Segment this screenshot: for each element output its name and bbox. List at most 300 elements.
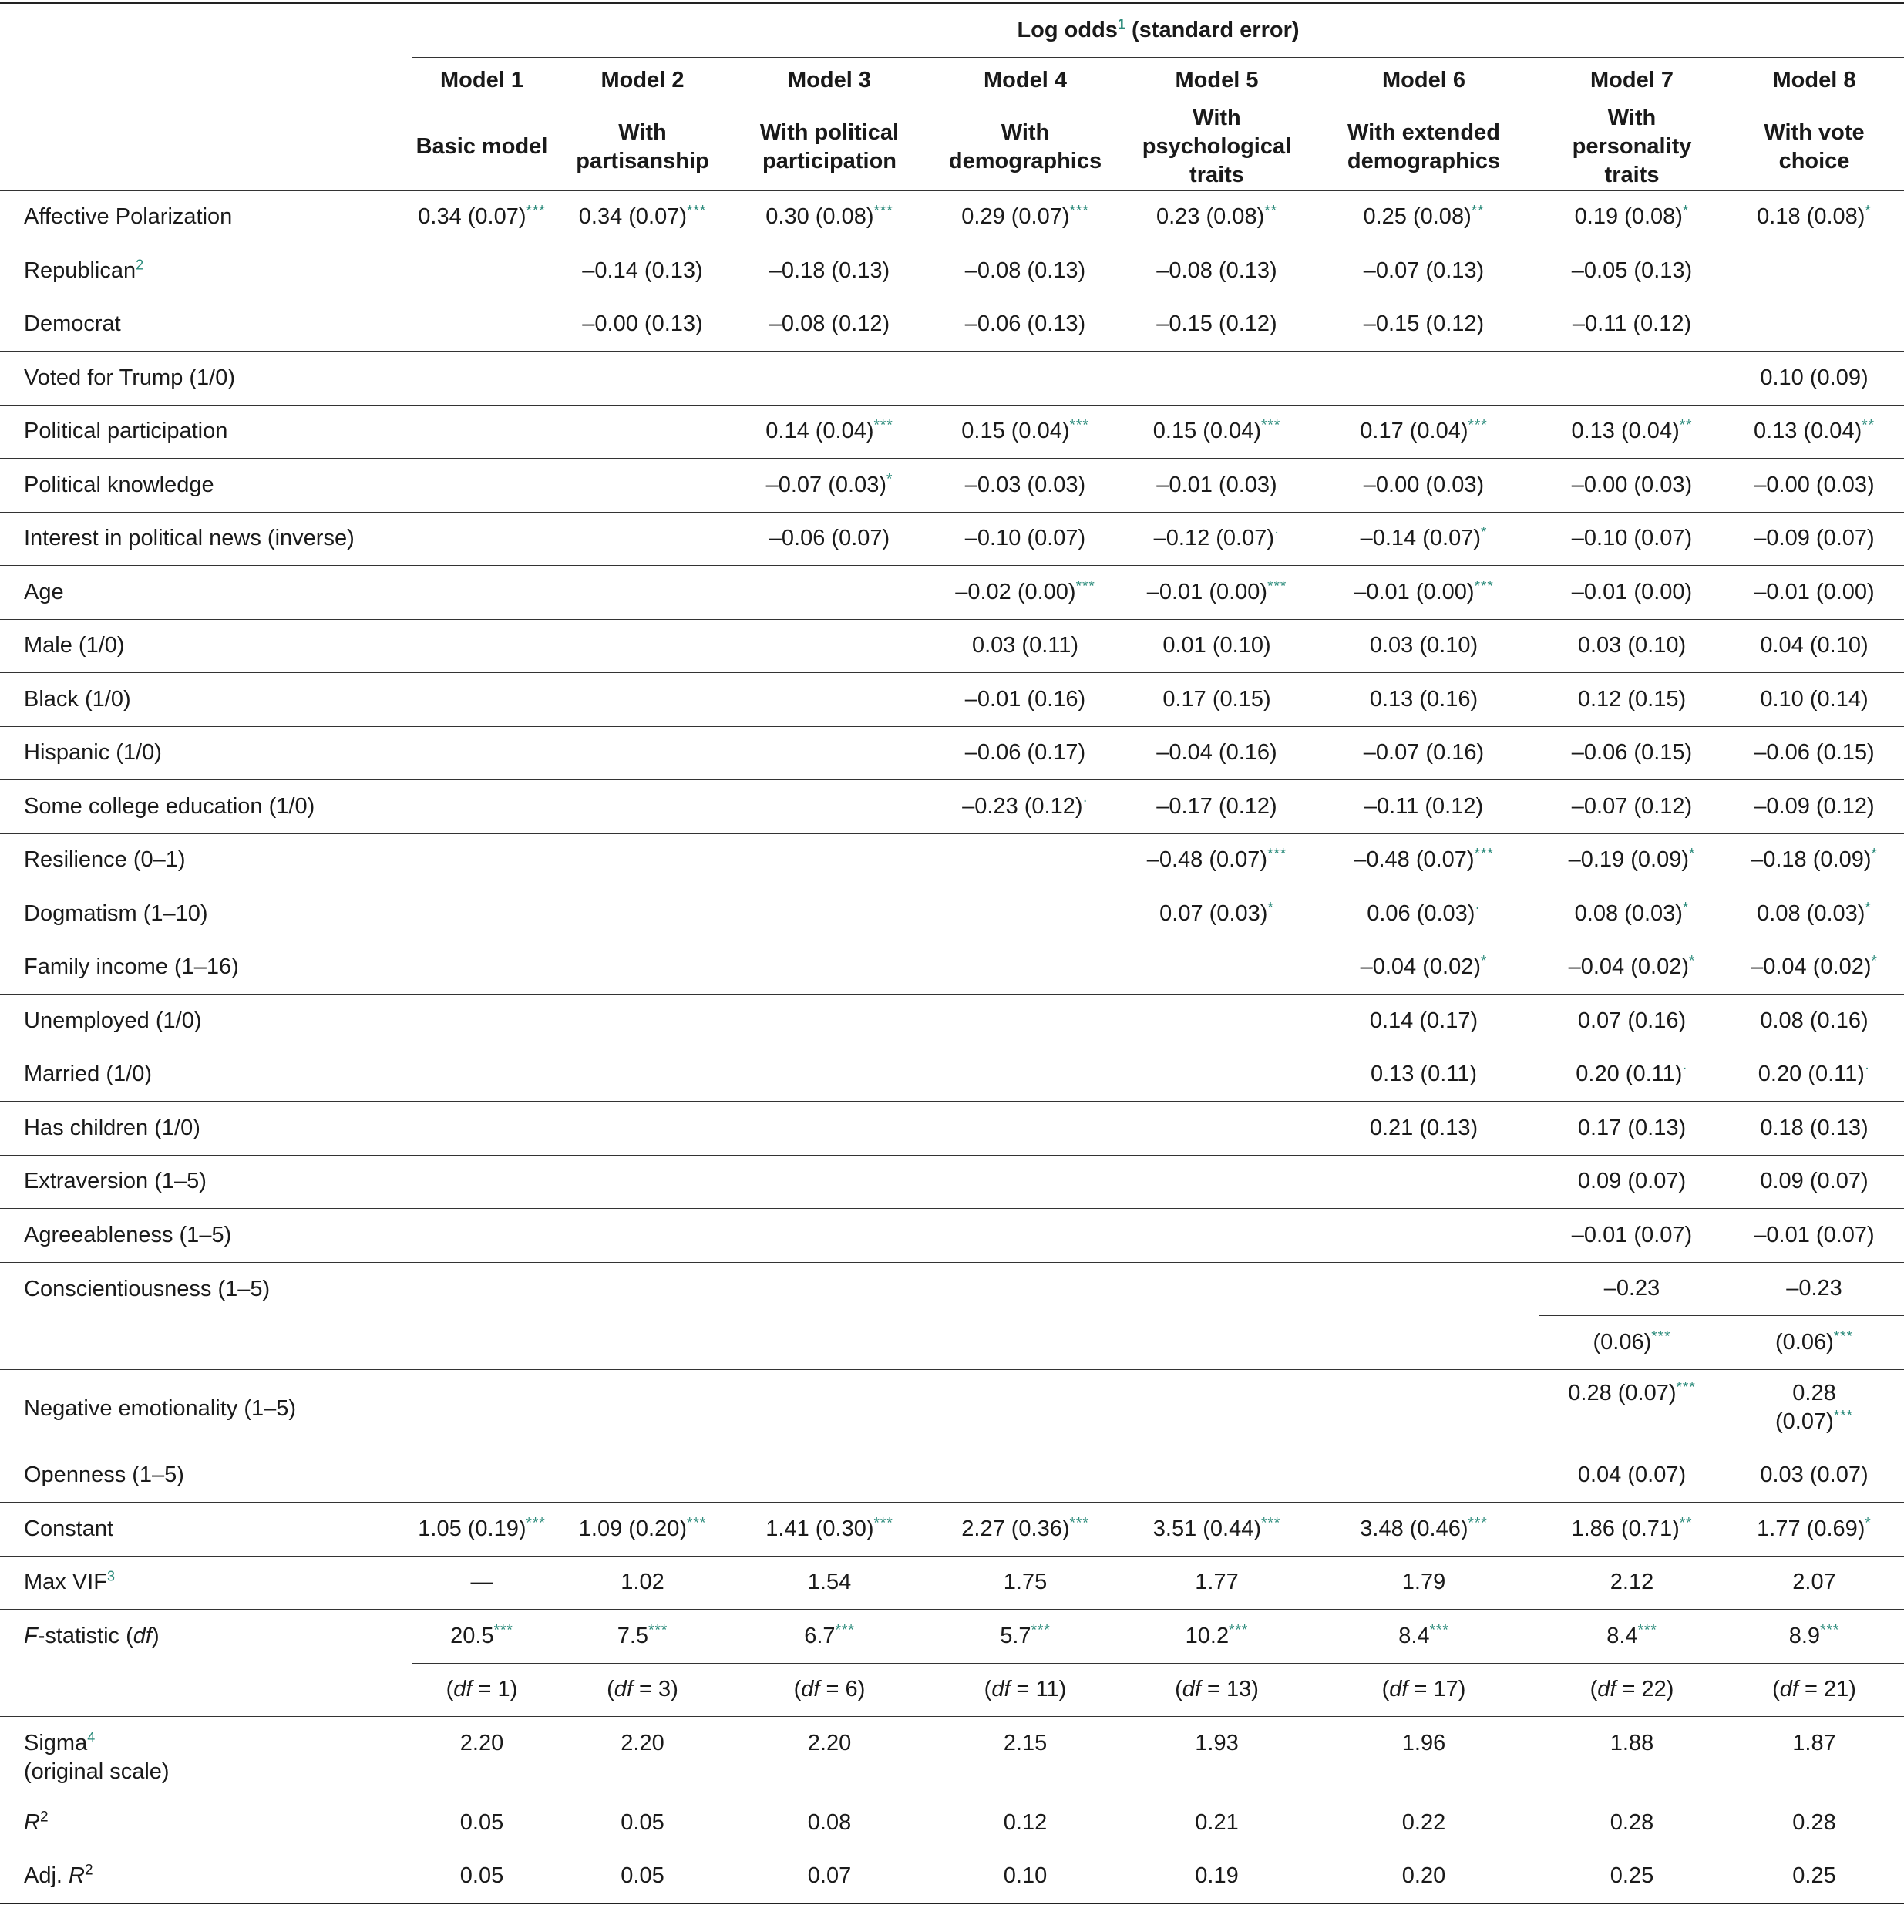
- significance-stars: ***: [835, 1622, 855, 1639]
- coefficient: 0.14 (0.04): [765, 419, 874, 444]
- description-line: With: [1001, 119, 1050, 145]
- model-header-4: Model 4: [984, 68, 1067, 93]
- cell-model-3: [734, 833, 925, 887]
- label-text: Constant: [24, 1516, 114, 1541]
- cell-model-5: [1125, 1369, 1308, 1449]
- title-text: Log odds: [1017, 17, 1118, 42]
- vif-value: 2.12: [1610, 1570, 1654, 1595]
- f-value: 20.5: [450, 1623, 494, 1648]
- coefficient: –0.06 (0.13): [964, 311, 1086, 337]
- significance-stars: *: [886, 471, 893, 488]
- r2-value: 0.05: [459, 1809, 504, 1835]
- row-label: [0, 619, 412, 673]
- df-italic: df: [1182, 1677, 1201, 1702]
- coefficient: –0.14 (0.07): [1360, 526, 1481, 551]
- significance-stars: *: [1480, 953, 1488, 970]
- label-text: Openness (1–5): [24, 1462, 184, 1488]
- coefficient: –0.04 (0.02): [1568, 954, 1689, 980]
- coefficient: –0.00 (0.13): [582, 311, 703, 337]
- table-row-negative-emotionality: [0, 1369, 1904, 1449]
- cell-model-6: [1308, 1316, 1539, 1370]
- df-value: 13: [1226, 1677, 1252, 1702]
- df-paren: (: [446, 1677, 454, 1702]
- cell-model-5: [1125, 512, 1308, 566]
- cell-model-8: [1724, 352, 1904, 406]
- label-text: Has children (1/0): [24, 1115, 200, 1140]
- cell-model-6: [1308, 995, 1539, 1048]
- cell-model-7: [1539, 1262, 1724, 1316]
- cell-model-2: [551, 780, 734, 834]
- description-line: demographics: [1347, 148, 1501, 173]
- cell-model-4: [925, 1369, 1125, 1449]
- r2-value: 0.12: [1003, 1809, 1048, 1835]
- coefficient: –0.04 (0.02): [1751, 954, 1872, 980]
- coefficient: 0.01 (0.10): [1162, 633, 1271, 658]
- significance-stars: ***: [1651, 1328, 1671, 1345]
- significance-stars: ***: [1676, 1378, 1696, 1395]
- cell-model-6: [1308, 1102, 1539, 1156]
- coefficient: –0.03 (0.03): [964, 472, 1086, 497]
- standard-error: (0.06): [1775, 1329, 1834, 1355]
- model-header-row: [0, 57, 1904, 104]
- coefficient: –0.06 (0.15): [1571, 740, 1693, 766]
- cell-model-3: [734, 1316, 925, 1370]
- cell-model-2: [551, 566, 734, 620]
- cell-model-7: [1539, 1102, 1724, 1156]
- df-italic: df: [1779, 1677, 1798, 1702]
- cell-model-8: [1724, 1155, 1904, 1209]
- coefficient: 0.13 (0.16): [1369, 686, 1478, 712]
- cell-model-2: [551, 1663, 734, 1717]
- cell-model-3: [734, 1717, 925, 1796]
- table-row-11: [0, 780, 1904, 834]
- cell-model-4: [925, 1449, 1125, 1503]
- coefficient: –0.23 (0.12): [962, 793, 1083, 819]
- table-row-12: [0, 833, 1904, 887]
- cell-model-7: [1539, 673, 1724, 727]
- cell-model-7: [1539, 1717, 1724, 1796]
- significance-stars: ***: [873, 417, 893, 434]
- cell-model-2: [551, 995, 734, 1048]
- df-italic: df: [614, 1677, 633, 1702]
- cell-model-8: [1724, 459, 1904, 513]
- coefficient: 0.03 (0.07): [1760, 1462, 1869, 1488]
- cell-model-4: [925, 1155, 1125, 1209]
- coefficient: –0.01 (0.00): [1146, 579, 1268, 604]
- cell-model-3: [734, 1369, 925, 1449]
- cell-model-2: [551, 1369, 734, 1449]
- table-row-conscientiousness-se: [0, 1316, 1904, 1370]
- cell-model-2: [551, 1503, 734, 1557]
- coefficient: –0.01 (0.00): [1571, 579, 1693, 604]
- adj-r2-value: 0.20: [1401, 1863, 1446, 1888]
- vif-value: 1.02: [621, 1570, 664, 1595]
- vif-value: 1.54: [807, 1570, 852, 1595]
- cell-model-6: [1308, 941, 1539, 995]
- table-row-16: [0, 1048, 1904, 1102]
- cell-model-8: [1724, 1316, 1904, 1370]
- label-italic: df: [133, 1624, 152, 1648]
- coefficient: –0.01 (0.00): [1354, 579, 1475, 604]
- df-paren: ): [857, 1677, 866, 1702]
- cell-model-3: [734, 1155, 925, 1209]
- cell-model-8: [1724, 190, 1904, 244]
- significance-stars: ***: [1229, 1622, 1249, 1639]
- table-row-1: [0, 244, 1904, 298]
- cell-model-6: [1308, 1663, 1539, 1717]
- cell-model-5: [1125, 1449, 1308, 1503]
- label-text: Adj.: [24, 1863, 69, 1888]
- cell-model-4: [925, 1610, 1125, 1664]
- cell-model-5: [1125, 726, 1308, 780]
- cell-model-3: [734, 1503, 925, 1557]
- cell-model-3: [734, 1556, 925, 1610]
- df-italic: df: [991, 1677, 1011, 1702]
- f-value: 5.7: [1000, 1623, 1031, 1648]
- coefficient: 0.10 (0.14): [1760, 686, 1869, 712]
- significance-stars: *: [1871, 846, 1878, 863]
- cell-model-1: [412, 352, 551, 406]
- model-header-7: Model 7: [1590, 68, 1674, 93]
- cell-model-8: [1724, 780, 1904, 834]
- cell-model-2: [551, 190, 734, 244]
- cell-model-1: [412, 190, 551, 244]
- cell-model-6: [1308, 298, 1539, 352]
- cell-model-3: [734, 887, 925, 941]
- description-line: partisanship: [576, 148, 709, 173]
- cell-model-7: [1539, 459, 1724, 513]
- coefficient: 1.77 (0.69): [1757, 1516, 1865, 1541]
- table-row-r-squared: [0, 1796, 1904, 1850]
- cell-model-4: [925, 190, 1125, 244]
- coefficient: –0.00 (0.03): [1363, 472, 1485, 497]
- model-header-3: Model 3: [788, 68, 871, 93]
- df-italic: df: [1597, 1677, 1616, 1702]
- cell-model-8: [1724, 512, 1904, 566]
- cell-model-2: [551, 887, 734, 941]
- coefficient: –0.23: [1786, 1276, 1842, 1301]
- cell-model-5: [1125, 244, 1308, 298]
- cell-model-7: [1539, 833, 1724, 887]
- model-description-5: [1125, 104, 1308, 191]
- df-paren: (: [1175, 1677, 1182, 1702]
- cell-model-8: [1724, 1556, 1904, 1610]
- coefficient: –0.09 (0.07): [1754, 526, 1875, 551]
- cell-model-7: [1539, 995, 1724, 1048]
- coefficient: 0.18 (0.13): [1760, 1115, 1869, 1140]
- cell-model-3: [734, 1610, 925, 1664]
- cell-model-5: [1125, 405, 1308, 459]
- cell-model-8: [1724, 833, 1904, 887]
- cell-model-3: [734, 244, 925, 298]
- df-italic: df: [453, 1677, 473, 1702]
- cell-model-1: [412, 1155, 551, 1209]
- coefficient: 0.04 (0.10): [1760, 633, 1869, 658]
- cell-model-6: [1308, 1262, 1539, 1316]
- cell-model-6: [1308, 780, 1539, 834]
- label-text: Extraversion (1–5): [24, 1169, 207, 1194]
- table-row-8: [0, 619, 1904, 673]
- header-title-row: [0, 3, 1904, 57]
- cell-model-6: [1308, 1610, 1539, 1664]
- description-line: Basic model: [415, 134, 548, 159]
- label-text: Unemployed (1/0): [24, 1008, 202, 1033]
- label-italic: F: [24, 1624, 38, 1648]
- coefficient: –0.23: [1603, 1276, 1660, 1301]
- cell-model-3: [734, 1850, 925, 1903]
- table-row-6: [0, 512, 1904, 566]
- row-label: [0, 566, 412, 620]
- cell-model-4: [925, 726, 1125, 780]
- cell-model-5: [1125, 298, 1308, 352]
- cell-model-4: [925, 298, 1125, 352]
- cell-model-1: [412, 1102, 551, 1156]
- coefficient: 0.13 (0.04): [1753, 419, 1862, 444]
- significance-stars: ·: [1475, 900, 1481, 917]
- table-row-openness: [0, 1449, 1904, 1503]
- df-paren: (: [1381, 1677, 1390, 1702]
- cell-model-2: [551, 673, 734, 727]
- cell-model-4: [925, 459, 1125, 513]
- cell-model-7: [1539, 298, 1724, 352]
- df-value: 17: [1433, 1677, 1458, 1702]
- label-text: Political participation: [24, 419, 228, 444]
- cell-model-2: [551, 1209, 734, 1263]
- table-row-0: [0, 190, 1904, 244]
- cell-model-8: [1724, 1262, 1904, 1316]
- cell-model-7: [1539, 1449, 1724, 1503]
- cell-model-6: [1308, 405, 1539, 459]
- cell-model-6: [1308, 1048, 1539, 1102]
- coefficient: 0.03 (0.10): [1577, 633, 1687, 658]
- row-label: [0, 405, 412, 459]
- cell-model-5: [1125, 1155, 1308, 1209]
- cell-model-8: [1724, 995, 1904, 1048]
- coefficient: 0.28 (0.07): [1568, 1380, 1677, 1405]
- row-label: [0, 833, 412, 887]
- label-text: Republican: [24, 257, 136, 283]
- coefficient: 0.23 (0.08): [1156, 204, 1265, 230]
- cell-model-5: [1125, 1048, 1308, 1102]
- model-description-4: [925, 104, 1125, 191]
- cell-model-1: [412, 833, 551, 887]
- df-value: 3: [658, 1677, 671, 1702]
- cell-model-7: [1539, 405, 1724, 459]
- row-label: [0, 726, 412, 780]
- r2-value: 0.08: [807, 1809, 852, 1835]
- label-text: Affective Polarization: [24, 204, 233, 230]
- cell-model-4: [925, 405, 1125, 459]
- r2-value: 0.05: [621, 1809, 664, 1835]
- description-line: With political: [759, 119, 900, 145]
- significance-stars: ***: [1637, 1622, 1657, 1639]
- cell-model-2: [551, 1155, 734, 1209]
- row-label: [0, 673, 412, 727]
- df-paren: ): [1058, 1677, 1067, 1702]
- coefficient: 0.09 (0.07): [1577, 1169, 1687, 1194]
- df-paren: ): [1251, 1677, 1259, 1702]
- cell-model-6: [1308, 352, 1539, 406]
- sigma-value: 1.96: [1401, 1731, 1446, 1755]
- coefficient: –0.19 (0.09): [1568, 847, 1689, 873]
- title-suffix: (standard error): [1125, 17, 1300, 42]
- cell-model-8: [1724, 1102, 1904, 1156]
- cell-model-8: [1724, 673, 1904, 727]
- label-text: Some college education (1/0): [24, 793, 315, 819]
- cell-model-2: [551, 352, 734, 406]
- row-label: [0, 1102, 412, 1156]
- coefficient: 0.18 (0.08): [1757, 204, 1865, 230]
- sigma-value: 1.93: [1195, 1731, 1239, 1755]
- significance-stars: ***: [1267, 846, 1287, 863]
- coefficient: 0.19 (0.08): [1574, 204, 1683, 230]
- significance-stars: ·: [1864, 1060, 1871, 1077]
- f-value: 8.9: [1788, 1623, 1821, 1648]
- cell-model-4: [925, 1717, 1125, 1796]
- cell-model-1: [412, 780, 551, 834]
- cell-model-4: [925, 887, 1125, 941]
- coefficient: –0.14 (0.13): [582, 257, 703, 283]
- row-label: [0, 1556, 412, 1610]
- cell-model-3: [734, 298, 925, 352]
- cell-model-8: [1724, 566, 1904, 620]
- cell-model-1: [412, 1796, 551, 1850]
- r2-value: 0.28: [1610, 1809, 1654, 1835]
- df-paren: ): [1458, 1677, 1466, 1702]
- f-value: 8.4: [1606, 1623, 1638, 1648]
- cell-model-4: [925, 995, 1125, 1048]
- model-header-5: Model 5: [1175, 68, 1259, 93]
- cell-model-2: [551, 941, 734, 995]
- coefficient: 0.15 (0.04): [961, 419, 1070, 444]
- row-label: [0, 1155, 412, 1209]
- cell-model-7: [1539, 244, 1724, 298]
- cell-model-1: [412, 1048, 551, 1102]
- row-label: [0, 459, 412, 513]
- df-value: 1: [497, 1677, 510, 1702]
- cell-model-5: [1125, 1503, 1308, 1557]
- f-value: 8.4: [1398, 1623, 1430, 1648]
- cell-model-8: [1724, 726, 1904, 780]
- coefficient: 0.15 (0.04): [1152, 419, 1262, 444]
- table-row-5: [0, 459, 1904, 513]
- coefficient: 1.86 (0.71): [1571, 1516, 1680, 1541]
- cell-model-8: [1724, 405, 1904, 459]
- description-line: demographics: [948, 148, 1102, 173]
- cell-model-2: [551, 244, 734, 298]
- cell-model-5: [1125, 941, 1308, 995]
- table-row-4: [0, 405, 1904, 459]
- significance-stars: ***: [526, 203, 546, 220]
- footnote-marker: 4: [87, 1729, 96, 1745]
- cell-model-3: [734, 1048, 925, 1102]
- coefficient: –0.48 (0.07): [1354, 847, 1475, 873]
- cell-model-3: [734, 941, 925, 995]
- cell-model-1: [412, 1209, 551, 1263]
- df-paren: (: [1772, 1677, 1780, 1702]
- significance-stars: ***: [1267, 578, 1287, 595]
- row-label: [0, 1209, 412, 1263]
- cell-model-2: [551, 1610, 734, 1664]
- coefficient: –0.11 (0.12): [1572, 311, 1692, 337]
- table-row-14: [0, 941, 1904, 995]
- cell-model-8: [1724, 244, 1904, 298]
- model-description-7: [1539, 104, 1724, 191]
- description-line: traits: [1604, 163, 1660, 187]
- coefficient: 0.08 (0.16): [1760, 1008, 1869, 1033]
- cell-model-1: [412, 1503, 551, 1557]
- table-row-f-statistic-df: [0, 1663, 1904, 1717]
- cell-model-4: [925, 512, 1125, 566]
- coefficient: –0.17 (0.12): [1156, 793, 1277, 819]
- significance-stars: ***: [648, 1622, 668, 1639]
- df-paren: ): [1666, 1677, 1674, 1702]
- cell-model-3: [734, 1209, 925, 1263]
- row-label: [0, 1449, 412, 1503]
- cell-model-1: [412, 459, 551, 513]
- coefficient: –0.04 (0.02): [1360, 954, 1481, 980]
- cell-model-3: [734, 726, 925, 780]
- df-italic: df: [801, 1677, 820, 1702]
- significance-stars: ***: [1069, 417, 1089, 434]
- cell-model-4: [925, 244, 1125, 298]
- significance-stars: ***: [1833, 1328, 1853, 1345]
- cell-model-1: [412, 1610, 551, 1664]
- cell-model-2: [551, 726, 734, 780]
- model-description-8: [1724, 104, 1904, 191]
- coefficient: 0.09 (0.07): [1760, 1169, 1869, 1194]
- standard-error: (0.06): [1593, 1329, 1652, 1355]
- table-row-2: [0, 298, 1904, 352]
- cell-model-5: [1125, 1316, 1308, 1370]
- cell-model-2: [551, 833, 734, 887]
- cell-model-1: [412, 995, 551, 1048]
- cell-model-6: [1308, 244, 1539, 298]
- cell-model-5: [1125, 1663, 1308, 1717]
- label-text: ): [151, 1624, 160, 1648]
- label-italic: R: [24, 1809, 40, 1835]
- row-label: [0, 1610, 412, 1664]
- coefficient: –0.18 (0.13): [769, 257, 890, 283]
- vif-value: 2.07: [1792, 1570, 1836, 1595]
- coefficient: –0.07 (0.13): [1363, 257, 1485, 283]
- table-row-9: [0, 673, 1904, 727]
- significance-stars: ***: [1468, 1515, 1488, 1532]
- cell-model-4: [925, 833, 1125, 887]
- cell-model-1: [412, 673, 551, 727]
- cell-model-6: [1308, 673, 1539, 727]
- row-label: [0, 352, 412, 406]
- label-text: Resilience (0–1): [24, 847, 186, 873]
- cell-model-2: [551, 1796, 734, 1850]
- cell-model-8: [1724, 1796, 1904, 1850]
- significance-stars: ***: [526, 1515, 546, 1532]
- cell-model-4: [925, 566, 1125, 620]
- cell-model-3: [734, 1262, 925, 1316]
- cell-model-2: [551, 619, 734, 673]
- cell-model-3: [734, 459, 925, 513]
- coefficient: –0.01 (0.07): [1754, 1222, 1875, 1247]
- row-label: [0, 1796, 412, 1850]
- coefficient: –0.01 (0.03): [1156, 472, 1277, 497]
- cell-model-4: [925, 941, 1125, 995]
- significance-stars: ***: [687, 1515, 707, 1532]
- coefficient: –0.12 (0.07): [1153, 526, 1275, 551]
- label-text: Agreeableness (1–5): [24, 1222, 232, 1247]
- coefficient: –0.07 (0.16): [1363, 740, 1485, 766]
- cell-model-5: [1125, 190, 1308, 244]
- row-label: [0, 1717, 412, 1796]
